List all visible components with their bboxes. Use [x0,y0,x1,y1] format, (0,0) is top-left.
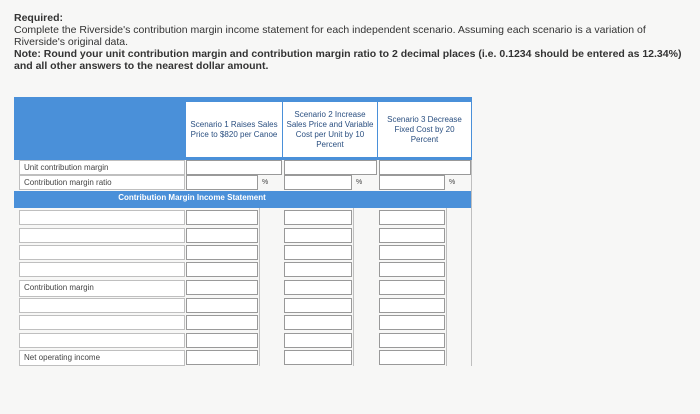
statement-input-s1[interactable] [186,333,258,348]
statement-input-s3[interactable] [379,245,445,260]
statement-input-s1[interactable] [186,210,258,225]
statement-input-s2[interactable] [284,228,352,243]
grid-divider [259,208,260,366]
statement-row-label[interactable] [19,262,185,277]
percent-sign: % [356,179,363,186]
row-label-cm-ratio: Contribution margin ratio [19,175,185,190]
statement-row-label[interactable] [19,315,185,330]
statement-input-s2[interactable] [284,245,352,260]
statement-input-s2[interactable] [284,315,352,330]
column-header-scenario-1: Scenario 1 Raises Sales Price to $820 per Canoe [186,102,282,157]
statement-title: Contribution Margin Income Statement [118,193,266,202]
input-unit-cm-s3[interactable] [379,160,471,175]
requirements [14,12,686,72]
row-label-unit-cm: Unit contribution margin [19,160,185,175]
grid-divider [446,208,447,366]
column-header-scenario-3: Scenario 3 Decrease Fixed Cost by 20 Percent [378,102,471,157]
statement-input-s1[interactable] [186,280,258,295]
statement-input-s1[interactable] [186,350,258,365]
statement-input-s3[interactable] [379,280,445,295]
statement-input-s3[interactable] [379,350,445,365]
required-heading: Required: [14,12,64,24]
statement-input-s2[interactable] [284,210,352,225]
statement-row-label[interactable] [19,228,185,243]
input-cm-ratio-s1[interactable] [186,175,258,190]
row-label-net-operating-income: Net operating income [19,350,185,366]
statement-input-s3[interactable] [379,298,445,313]
input-unit-cm-s2[interactable] [284,160,377,175]
input-cm-ratio-s2[interactable] [284,175,352,190]
required-text: Complete the Riverside's contribution margin income statement for each independent scenario. Assuming each scenario is a variation of Riverside's original data. [14,24,646,48]
statement-row-label[interactable] [19,298,185,313]
statement-row-label[interactable] [19,333,185,348]
statement-input-s1[interactable] [186,298,258,313]
statement-input-s2[interactable] [284,350,352,365]
grid-divider [353,208,354,366]
statement-input-s3[interactable] [379,210,445,225]
row-label-contribution-margin: Contribution margin [19,280,185,297]
statement-input-s3[interactable] [379,315,445,330]
statement-input-s2[interactable] [284,262,352,277]
statement-input-s1[interactable] [186,315,258,330]
statement-input-s2[interactable] [284,280,352,295]
statement-input-s2[interactable] [284,298,352,313]
rounding-note: Note: Round your unit contribution margin and contribution margin ratio to 2 decimal places (i.e. 0.1234 should be entered as 12.34%) and all other answers to the nearest dollar amount. [14,48,682,72]
statement-row-label[interactable] [19,210,185,225]
statement-input-s1[interactable] [186,262,258,277]
column-header-scenario-2: Scenario 2 Increase Sales Price and Variable Cost per Unit by 10 Percent [283,102,377,157]
input-cm-ratio-s3[interactable] [379,175,445,190]
statement-input-s1[interactable] [186,228,258,243]
statement-input-s3[interactable] [379,228,445,243]
statement-input-s1[interactable] [186,245,258,260]
statement-row-label[interactable] [19,245,185,260]
statement-input-s3[interactable] [379,262,445,277]
percent-sign: % [449,179,456,186]
percent-sign: % [262,179,269,186]
grid-divider [471,160,472,366]
statement-input-s2[interactable] [284,333,352,348]
statement-input-s3[interactable] [379,333,445,348]
input-unit-cm-s1[interactable] [186,160,282,175]
